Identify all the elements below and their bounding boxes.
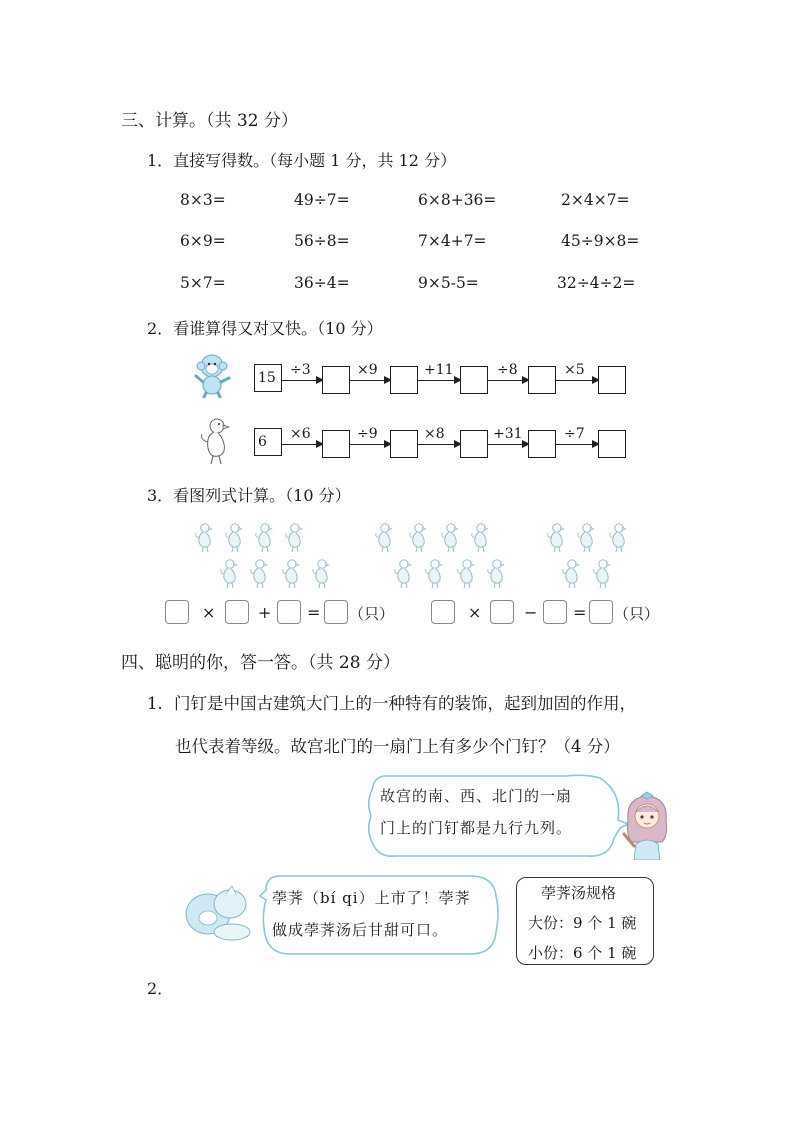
arrow: [418, 380, 460, 381]
monkey-illustration: [193, 352, 233, 398]
equation: 32÷4÷2=: [557, 274, 636, 292]
answer-box[interactable]: [390, 366, 418, 394]
q2-title: 2．看谁算得又对又快。（10 分）: [147, 319, 383, 338]
unit-label: （只）: [614, 605, 660, 623]
operator: −: [524, 603, 538, 622]
answer-box[interactable]: [598, 366, 626, 394]
operation-label: +31: [493, 426, 523, 442]
equation: 9×5-5=: [418, 274, 479, 292]
answer-box[interactable]: [598, 430, 626, 458]
operation-label: +11: [424, 362, 454, 378]
equation: 49÷7=: [294, 191, 350, 209]
section-4-title: 四、聪明的你，答一答。（共 28 分）: [121, 653, 400, 673]
s4-q1-line2: 也代表着等级。故宫北门的一扇门上有多少个门钉？（4 分）: [175, 737, 620, 756]
water-chestnut-illustration: [182, 880, 260, 946]
operator: =: [573, 603, 587, 622]
operation-label: ÷7: [564, 426, 585, 442]
equation: 8×3=: [180, 191, 226, 209]
arrow: [350, 444, 390, 445]
section-3-title: 三、计算。（共 32 分）: [121, 111, 298, 131]
start-box: [254, 364, 282, 392]
equation: 2×4×7=: [561, 191, 630, 209]
blank-box[interactable]: [589, 600, 613, 624]
arrow: [282, 380, 322, 381]
blank-box[interactable]: [543, 600, 567, 624]
blank-box[interactable]: [490, 600, 514, 624]
equation: 7×4+7=: [418, 232, 487, 250]
equation: 45÷9×8=: [561, 232, 640, 250]
equation: 6×8+36=: [418, 191, 497, 209]
operation-label: ×6: [290, 426, 311, 442]
arrow: [556, 444, 598, 445]
duck-groups-illustration: [185, 518, 675, 594]
answer-box[interactable]: [322, 366, 350, 394]
operation-label: ×9: [357, 362, 378, 378]
girl-illustration: [622, 790, 672, 860]
unit-label: （只）: [349, 605, 395, 623]
answer-box[interactable]: [528, 366, 556, 394]
answer-box[interactable]: [528, 430, 556, 458]
spec-small: 小份：6 个 1 碗: [528, 944, 637, 962]
operator: =: [307, 603, 321, 622]
blank-box[interactable]: [324, 600, 348, 624]
blank-box[interactable]: [225, 600, 249, 624]
equation: 6×9=: [180, 232, 226, 250]
operation-label: ×5: [564, 362, 585, 378]
q1-title: 1．直接写得数。（每小题 1 分，共 12 分）: [147, 151, 457, 170]
blank-box[interactable]: [277, 600, 301, 624]
q3-title: 3．看图列式计算。（10 分）: [147, 486, 351, 505]
blank-box[interactable]: [431, 600, 455, 624]
start-box: [254, 428, 282, 456]
start-number: 6: [258, 434, 267, 450]
answer-box[interactable]: [460, 430, 488, 458]
equation: 36÷4=: [294, 274, 350, 292]
bubble-2-line2: 做成荸荠汤后甘甜可口。: [272, 921, 449, 939]
equation: 5×7=: [180, 274, 226, 292]
operation-label: ÷3: [290, 362, 311, 378]
arrow: [418, 444, 460, 445]
spec-large: 大份：9 个 1 碗: [528, 914, 637, 932]
s4-q2-number: 2．: [147, 979, 174, 998]
operator: ×: [468, 603, 482, 622]
operator: +: [258, 603, 272, 622]
bubble-1-line2: 门上的门钉都是九行九列。: [380, 819, 573, 837]
operation-label: ÷9: [357, 426, 378, 442]
answer-box[interactable]: [460, 366, 488, 394]
operation-label: ×8: [424, 426, 445, 442]
duck-illustration: [196, 416, 230, 466]
answer-box[interactable]: [322, 430, 350, 458]
start-number: 15: [258, 370, 276, 386]
arrow: [350, 380, 390, 381]
operator: ×: [202, 603, 216, 622]
blank-box[interactable]: [165, 600, 189, 624]
arrow: [282, 444, 322, 445]
answer-box[interactable]: [390, 430, 418, 458]
spec-title: 荸荠汤规格: [541, 884, 617, 902]
arrow: [488, 444, 528, 445]
operation-label: ÷8: [497, 362, 518, 378]
bubble-1-line1: 故宫的南、西、北门的一扇: [380, 787, 573, 805]
bubble-2-line1: 荸荠（bí qi）上市了！荸荠: [272, 889, 471, 907]
s4-q1-line1: 1．门钉是中国古建筑大门上的一种特有的装饰，起到加固的作用，: [147, 694, 636, 713]
arrow: [556, 380, 598, 381]
equation: 56÷8=: [294, 232, 350, 250]
arrow: [488, 380, 528, 381]
